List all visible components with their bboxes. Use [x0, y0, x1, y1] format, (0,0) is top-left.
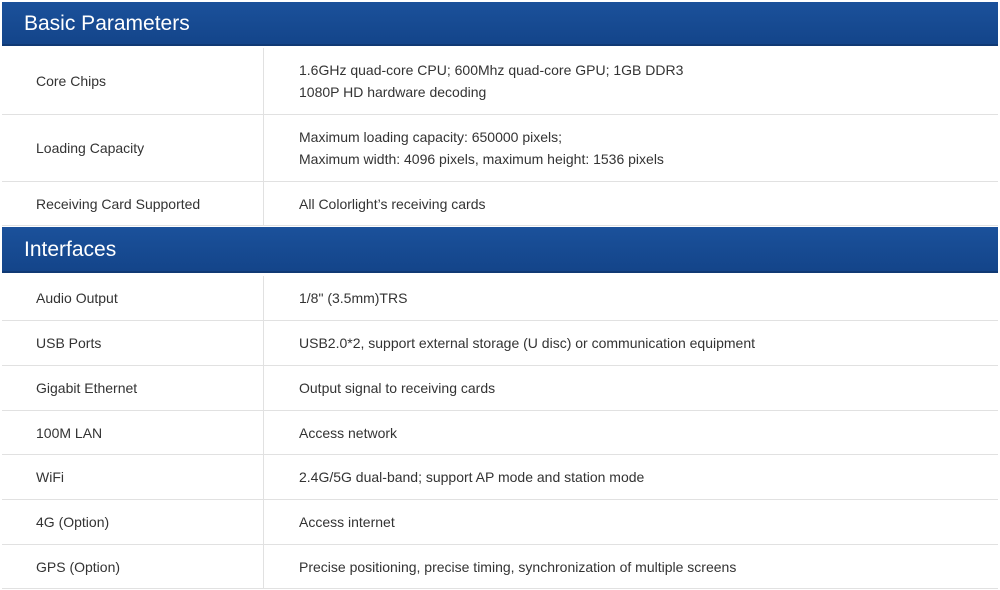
table-row — [2, 500, 998, 545]
section-title: Basic Parameters — [24, 12, 190, 35]
table-row — [2, 455, 998, 500]
value-line: Access internet — [299, 514, 395, 530]
value-line: 1.6GHz quad-core CPU; 600Mhz quad-core GPU; 1GB DDR3 — [299, 62, 684, 78]
table-row — [2, 115, 998, 182]
value-line: USB2.0*2, support external storage (U disc) or communication equipment — [299, 335, 755, 351]
section-header-interfaces — [2, 227, 998, 273]
row-label: 100M LAN — [2, 411, 264, 454]
value-line: 1/8" (3.5mm)TRS — [299, 290, 408, 306]
row-label: Core Chips — [2, 48, 264, 114]
row-value — [264, 182, 998, 225]
table-row — [2, 48, 998, 115]
row-label: Loading Capacity — [2, 115, 264, 181]
table-row — [2, 276, 998, 321]
row-label: 4G (Option) — [2, 500, 264, 544]
row-label: Audio Output — [2, 276, 264, 320]
table-row — [2, 411, 998, 455]
row-value — [264, 500, 998, 544]
row-value — [264, 545, 998, 588]
value-line: Output signal to receiving cards — [299, 380, 496, 396]
table-row — [2, 321, 998, 366]
value-line: All Colorlight’s receiving cards — [299, 195, 486, 212]
value-line: Access network — [299, 424, 398, 441]
value-line: 1080P HD hardware decoding — [299, 84, 487, 100]
row-value — [264, 276, 998, 320]
value-line: Maximum width: 4096 pixels, maximum height: 1536 pixels — [299, 151, 664, 167]
value-line: Precise positioning, precise timing, synchronization of multiple screens — [299, 558, 737, 575]
table-row — [2, 182, 998, 226]
section-title: Interfaces — [24, 238, 117, 261]
row-label: USB Ports — [2, 321, 264, 365]
row-value — [264, 115, 998, 181]
value-line: Maximum loading capacity: 650000 pixels; — [299, 129, 563, 145]
section-header-basic-parameters — [2, 2, 998, 46]
table-row — [2, 545, 998, 589]
row-value — [264, 411, 998, 454]
row-value — [264, 48, 998, 114]
row-label: GPS (Option) — [2, 545, 264, 588]
row-value — [264, 366, 998, 410]
value-line: 2.4G/5G dual-band; support AP mode and station mode — [299, 469, 645, 485]
row-label: Gigabit Ethernet — [2, 366, 264, 410]
row-value — [264, 455, 998, 499]
row-label: WiFi — [2, 455, 264, 499]
row-label: Receiving Card Supported — [2, 182, 264, 225]
table-row — [2, 366, 998, 411]
row-value — [264, 321, 998, 365]
